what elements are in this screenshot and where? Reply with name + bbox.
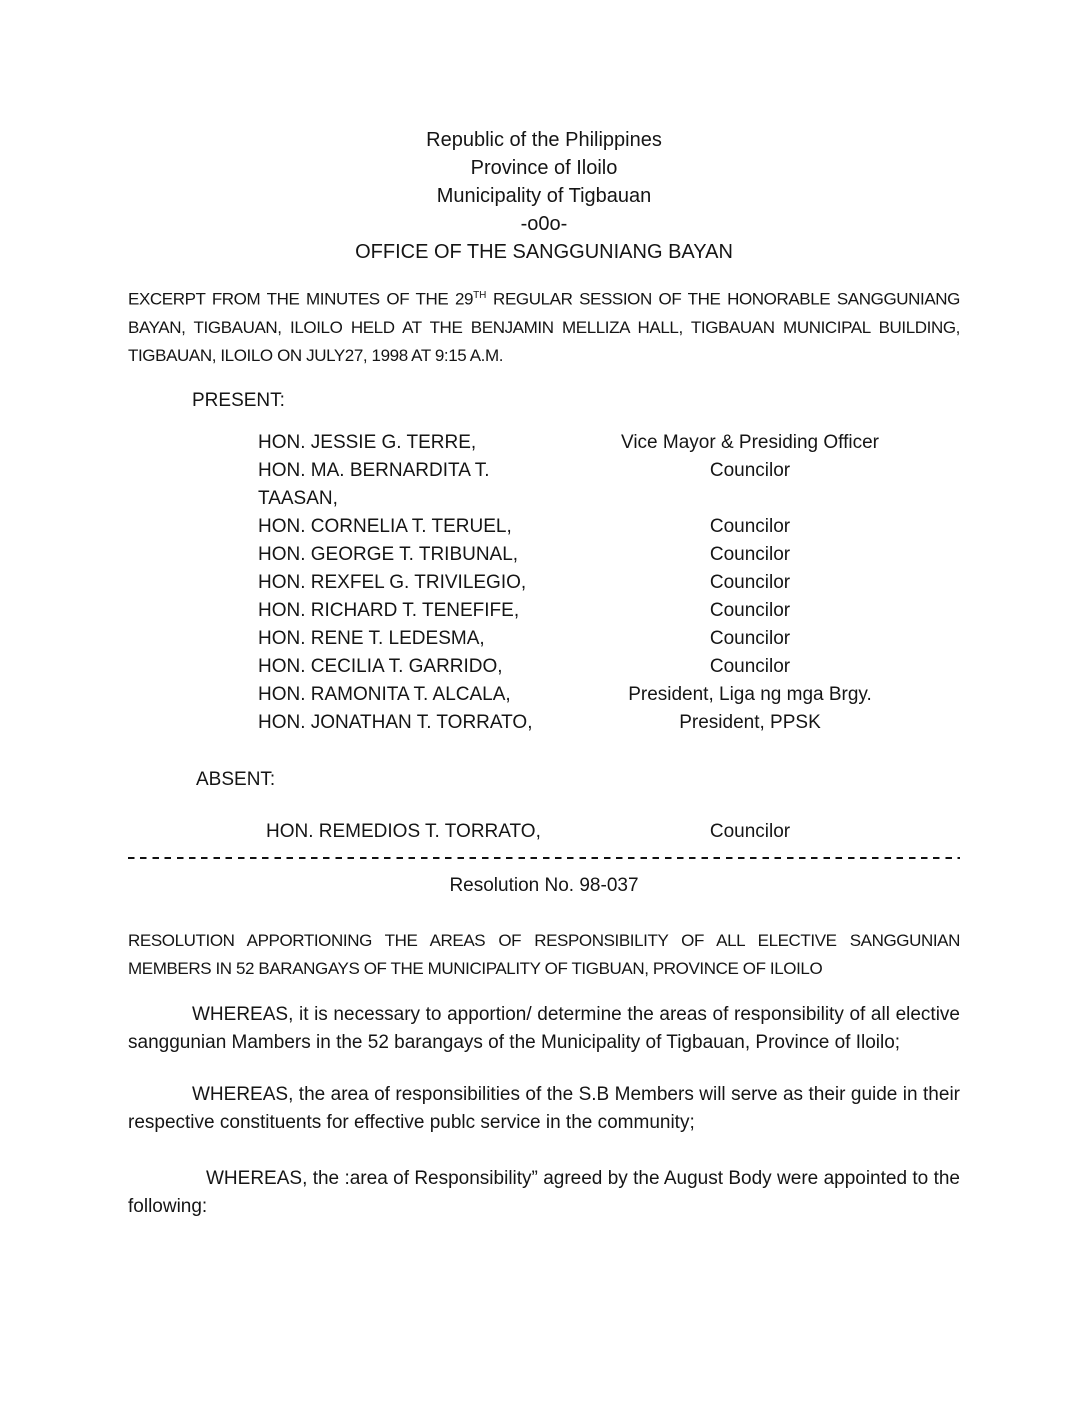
attendee-title: Councilor	[709, 627, 791, 649]
attendee-name: HON. RICHARD T. TENEFIFE,	[258, 599, 520, 621]
whereas-paragraph-3: WHEREAS, the :area of Responsibility” agreed by the August Body were appointed to the following:	[128, 1167, 960, 1217]
attendee-name: HON. REMEDIOS T. TORRATO,	[266, 820, 541, 842]
attendee-row	[128, 541, 960, 569]
excerpt-post: REGULAR SESSION OF THE HONORABLE SANGGUNIANG BAYAN, TIGBAUAN, ILOILO HELD AT THE BENJAMIN MELLIZA HALL, TIGBAUAN MUNICIPAL BUILDING, TIGBAUAN, ILOILO ON JULY27, 1998 AT 9:15 A.M.	[128, 289, 960, 365]
absent-attendee-list	[128, 818, 960, 846]
attendee-row	[128, 457, 960, 513]
attendee-row	[128, 681, 960, 709]
excerpt-pre: EXCERPT FROM THE MINUTES OF THE 29	[128, 289, 474, 309]
attendee-name: HON. JONATHAN T. TORRATO,	[258, 711, 533, 733]
attendee-name: HON. JESSIE G. TERRE,	[258, 431, 477, 453]
absent-section-label: ABSENT:	[196, 768, 276, 790]
header-municipality: Municipality of Tigbauan	[436, 185, 652, 207]
attendee-row	[128, 597, 960, 625]
attendee-title: President, Liga ng mga Brgy.	[628, 683, 872, 705]
resolution-number: Resolution No. 98-037	[449, 874, 639, 896]
attendee-title: Councilor	[709, 459, 791, 481]
attendee-title: Councilor	[709, 820, 791, 842]
attendee-row	[128, 625, 960, 653]
attendee-name: HON. GEORGE T. TRIBUNAL,	[258, 543, 519, 565]
attendee-name: HON. RAMONITA T. ALCALA,	[258, 683, 511, 705]
attendee-row	[128, 653, 960, 681]
excerpt-paragraph	[128, 282, 960, 370]
attendee-name: HON. MA. BERNARDITA T. TAASAN,	[258, 459, 490, 509]
whereas-paragraph-2: WHEREAS, the area of responsibilities of the S.B Members will serve as their guide in their respective constituents for effective publc service in the community;	[128, 1083, 960, 1133]
document-header	[128, 126, 960, 266]
attendee-title: Councilor	[709, 543, 791, 565]
attendee-name: HON. CECILIA T. GARRIDO,	[258, 655, 503, 677]
attendee-row	[128, 818, 960, 846]
header-province: Province of Iloilo	[470, 157, 618, 179]
whereas-paragraph-1: WHEREAS, it is necessary to apportion/ determine the areas of responsibility of all elective sanggunian Mambers in the 52 barangays of the Municipality of Tigbauan, Province of Iloilo;	[128, 1003, 960, 1053]
dashed-separator	[128, 857, 960, 859]
attendee-row	[128, 513, 960, 541]
present-attendee-list	[128, 429, 960, 737]
excerpt-ordinal-superscript: TH	[473, 290, 487, 301]
attendee-row	[128, 429, 960, 457]
attendee-row	[128, 569, 960, 597]
attendee-row	[128, 709, 960, 737]
attendee-title: Councilor	[709, 571, 791, 593]
header-ornament: -o0o-	[520, 213, 568, 235]
resolution-title: RESOLUTION APPORTIONING THE AREAS OF RESPONSIBILITY OF ALL ELECTIVE SANGGUNIAN MEMBERS IN 52 BARANGAYS OF THE MUNICIPALITY OF TIGBUAN, PROVINCE OF ILOILO	[128, 930, 960, 978]
attendee-name: HON. RENE T. LEDESMA,	[258, 627, 485, 649]
header-republic: Republic of the Philippines	[426, 129, 662, 151]
attendee-title: Councilor	[709, 599, 791, 621]
attendee-name: HON. REXFEL G. TRIVILEGIO,	[258, 571, 527, 593]
attendee-title: President, PPSK	[679, 711, 821, 733]
attendee-title: Councilor	[709, 515, 791, 537]
attendee-title: Vice Mayor & Presiding Officer	[620, 431, 879, 453]
attendee-name: HON. CORNELIA T. TERUEL,	[258, 515, 512, 537]
attendee-title: Councilor	[709, 655, 791, 677]
present-section-label: PRESENT:	[192, 389, 285, 411]
header-office: OFFICE OF THE SANGGUNIANG BAYAN	[355, 241, 733, 263]
